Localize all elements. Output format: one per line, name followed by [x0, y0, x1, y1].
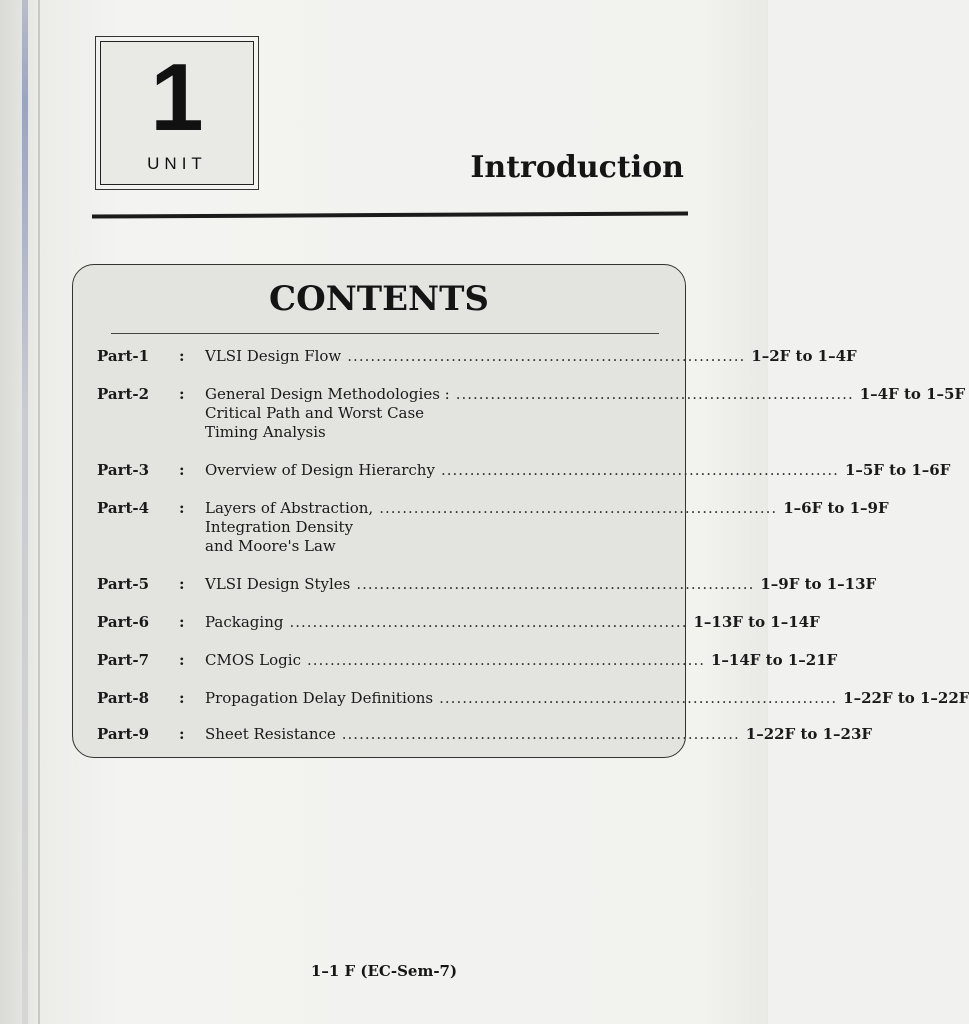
toc-leader-dots: ..................................................................... [440, 461, 839, 479]
toc-leader-dots: ..................................................................... [455, 385, 854, 403]
toc-leader-dots: ..................................................................... [356, 575, 755, 593]
toc-topic-continuation: and Moore's Law [205, 537, 336, 555]
toc-part-label: Part-7 [97, 651, 150, 669]
toc-part-label: Part-8 [97, 689, 150, 707]
toc-topic: Overview of Design Hierarchy [205, 461, 435, 479]
toc-part-label: Part-9 [97, 725, 150, 743]
toc-topic: Sheet Resistance [205, 725, 336, 743]
toc-part-label: Part-4 [97, 499, 150, 517]
toc-topic: Propagation Delay Definitions [205, 689, 434, 707]
toc-colon: : [179, 461, 185, 479]
toc-topic: CMOS Logic [205, 651, 301, 669]
toc-page-range: 1–9F to 1–13F [760, 575, 877, 593]
toc-entry-body [205, 613, 820, 632]
toc-part-label: Part-2 [97, 385, 150, 403]
toc-page-range: 1–5F to 1–6F [844, 461, 951, 479]
toc-leader-dots: ..................................................................... [289, 613, 688, 631]
toc-entry-body [205, 461, 951, 480]
contents-heading: CONTENTS [269, 279, 489, 319]
toc-page-range: 1–22F to 1–22F [843, 689, 969, 707]
toc-topic-continuation: Timing Analysis [205, 423, 326, 441]
toc-entry-body [205, 347, 857, 366]
toc-topic-continuation: Integration Density [205, 518, 354, 536]
toc-entry-body [205, 725, 873, 744]
toc-page-range: 1–2F to 1–4F [751, 347, 857, 365]
toc-part-label: Part-6 [97, 613, 150, 631]
contents-panel [72, 264, 969, 758]
toc-entry-body [205, 575, 877, 594]
toc-leader-dots: ..................................................................... [439, 689, 838, 707]
toc-part-label: Part-5 [97, 575, 150, 593]
toc-part-label: Part-1 [97, 347, 150, 365]
unit-title: Introduction [470, 150, 684, 185]
toc-entry-body [205, 499, 889, 556]
toc-entry-body [205, 385, 966, 442]
unit-badge-inner [100, 41, 254, 185]
toc-topic: VLSI Design Styles [205, 575, 351, 593]
toc-leader-dots: ..................................................................... [341, 725, 740, 743]
toc-topic: VLSI Design Flow [205, 347, 342, 365]
toc-leader-dots: ..................................................................... [379, 499, 778, 517]
toc-entry-body [205, 689, 969, 708]
toc-page-range: 1–22F to 1–23F [745, 725, 873, 743]
toc-page-range: 1–6F to 1–9F [783, 499, 889, 517]
toc-topic: Layers of Abstraction, [205, 499, 374, 517]
toc-colon: : [179, 385, 185, 403]
contents-divider [111, 333, 659, 334]
unit-badge [95, 36, 259, 190]
page-footer: 1–1 F (EC-Sem-7) [310, 962, 458, 980]
toc-topic-continuation: Critical Path and Worst Case [205, 404, 425, 422]
binding-edge-line [38, 0, 40, 1024]
toc-entry-body [205, 651, 838, 670]
toc-colon: : [179, 689, 185, 707]
toc-colon: : [179, 725, 185, 743]
toc-topic: General Design Methodologies : [205, 385, 450, 403]
toc-part-label: Part-3 [97, 461, 150, 479]
toc-topic: Packaging [205, 613, 284, 631]
toc-colon: : [179, 499, 185, 517]
toc-page-range: 1–14F to 1–21F [710, 651, 838, 669]
toc-colon: : [179, 651, 185, 669]
toc-leader-dots: ..................................................................... [347, 347, 746, 365]
unit-number: 1 [150, 44, 204, 151]
toc-page-range: 1–4F to 1–5F [859, 385, 966, 403]
toc-colon: : [179, 613, 185, 631]
binding-edge [22, 0, 28, 1024]
toc-colon: : [179, 575, 185, 593]
toc-page-range: 1–13F to 1–14F [693, 613, 820, 631]
unit-label: UNIT [147, 154, 207, 173]
toc-leader-dots: ..................................................................... [306, 651, 705, 669]
toc-colon: : [179, 347, 185, 365]
